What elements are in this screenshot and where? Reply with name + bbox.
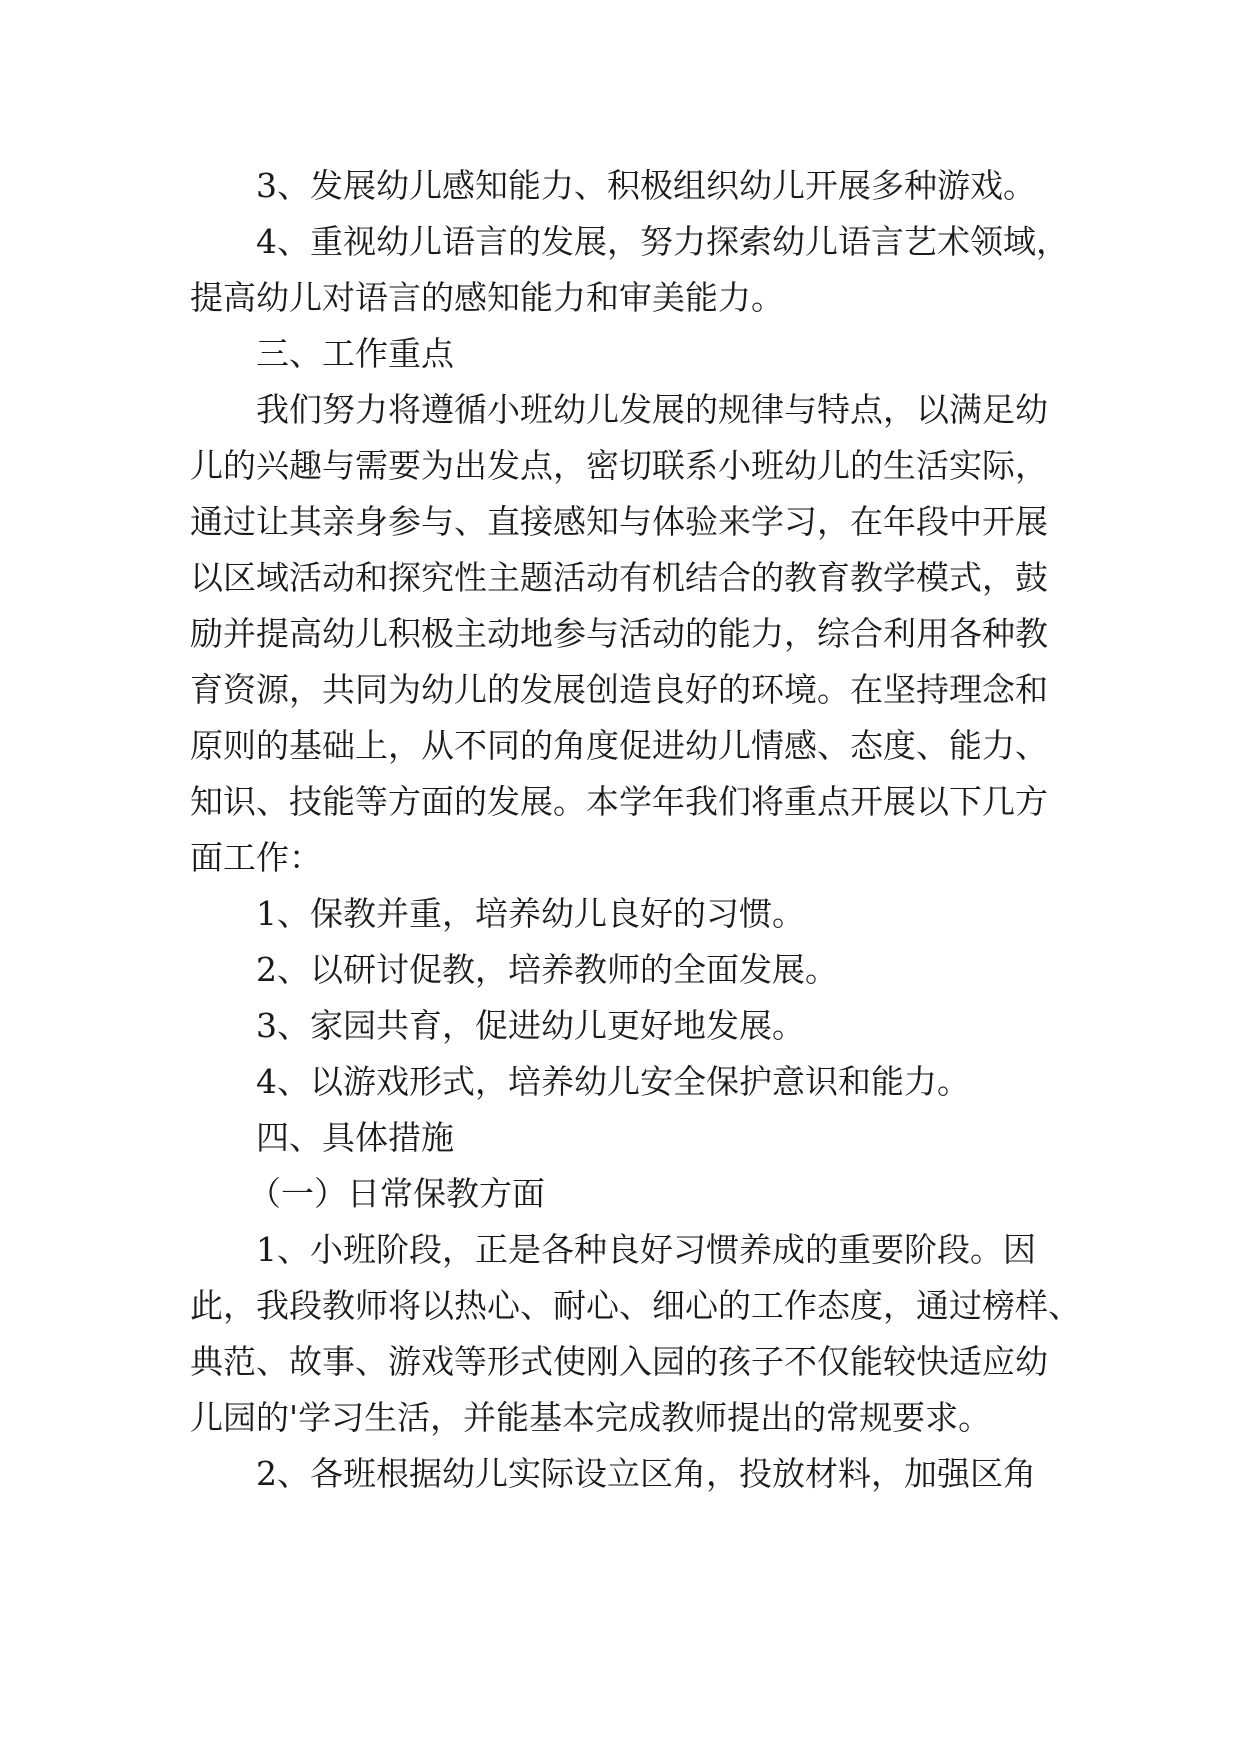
list-item: 1、保教并重，培养幼儿良好的习惯。 <box>256 894 805 933</box>
text-line: 以区域活动和探究性主题活动有机结合的教育教学模式，鼓 <box>190 558 1048 597</box>
text-line: 通过让其亲身参与、直接感知与体验来学习，在年段中开展 <box>190 502 1048 541</box>
text-line: 1、小班阶段，正是各种良好习惯养成的重要阶段。因 <box>256 1230 1036 1269</box>
section-heading: 三、工作重点 <box>256 334 454 373</box>
text-line: 4、重视幼儿语言的发展，努力探索幼儿语言艺术领域， <box>256 222 1069 261</box>
list-item: 3、家园共育，促进幼儿更好地发展。 <box>256 1006 805 1045</box>
text-line: 儿园的'学习生活，并能基本完成教师提出的常规要求。 <box>190 1398 992 1437</box>
list-item: 4、以游戏形式，培养幼儿安全保护意识和能力。 <box>256 1062 970 1101</box>
text-line: 励并提高幼儿积极主动地参与活动的能力，综合利用各种教 <box>190 614 1048 653</box>
text-line: 提高幼儿对语言的感知能力和审美能力。 <box>190 278 784 317</box>
text-line: 此，我段教师将以热心、耐心、细心的工作态度，通过榜样、 <box>190 1286 1081 1325</box>
text-line: 面工作： <box>190 838 322 877</box>
text-line: 2、各班根据幼儿实际设立区角，投放材料，加强区角 <box>256 1454 1036 1493</box>
text-line: 儿的兴趣与需要为出发点，密切联系小班幼儿的生活实际， <box>190 446 1048 485</box>
text-line: 典范、故事、游戏等形式使刚入园的孩子不仅能较快适应幼 <box>190 1342 1048 1381</box>
subsection-heading: （一）日常保教方面 <box>248 1174 545 1213</box>
section-heading: 四、具体措施 <box>256 1118 454 1157</box>
text-line: 育资源，共同为幼儿的发展创造良好的环境。在坚持理念和 <box>190 670 1048 709</box>
text-line: 3、发展幼儿感知能力、积极组织幼儿开展多种游戏。 <box>256 166 1036 205</box>
text-line: 知识、技能等方面的发展。本学年我们将重点开展以下几方 <box>190 782 1048 821</box>
document-body <box>190 158 1081 1502</box>
text-line: 原则的基础上，从不同的角度促进幼儿情感、态度、能力、 <box>190 726 1048 765</box>
text-line: 我们努力将遵循小班幼儿发展的规律与特点，以满足幼 <box>256 390 1048 429</box>
list-item: 2、以研讨促教，培养教师的全面发展。 <box>256 950 838 989</box>
